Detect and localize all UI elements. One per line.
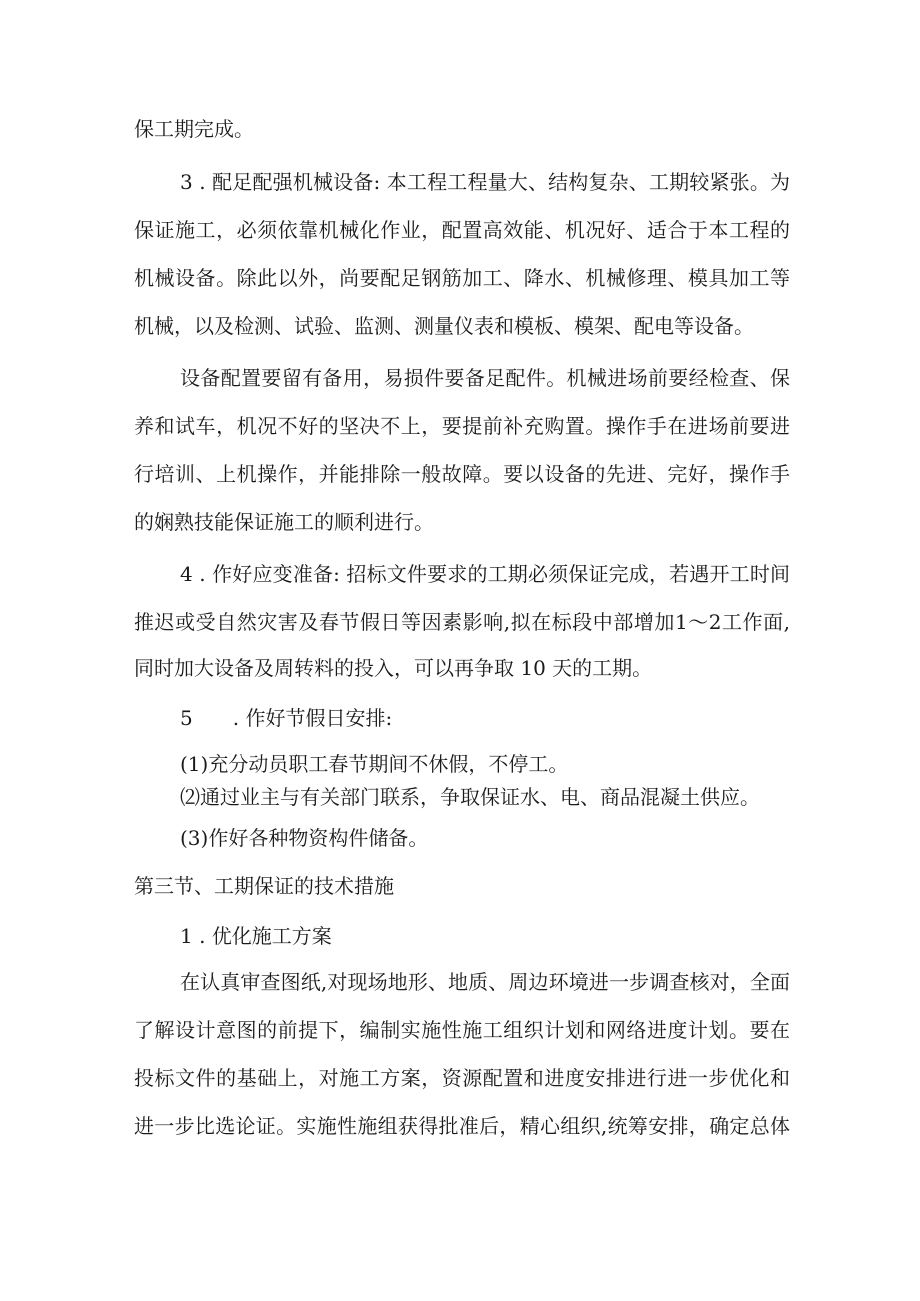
paragraph-line: 同时加大设备及周转料的投入，可以再争取 10 天的工期。 <box>134 656 653 680</box>
paragraph-line: 的娴熟技能保证施工的顺利进行。 <box>134 510 434 534</box>
paragraph-line: 在认真审查图纸,对现场地形、地质、周边环境进一步调查核对，全面 <box>180 970 790 994</box>
paragraph-line: 机械设备。除此以外，尚要配足钢筋加工、降水、机械修理、模具加工等 <box>134 266 790 290</box>
paragraph-line: 养和试车，机况不好的坚决不上，要提前补充购置。操作手在进场前要进 <box>134 414 790 438</box>
section-heading: 第三节、工期保证的技术措施 <box>134 874 394 898</box>
paragraph-line: 设备配置要留有备用，易损件要备足配件。机械进场前要经检查、保 <box>180 366 790 390</box>
paragraph-line: 进一步比选论证。实施性施组获得批准后，精心组织,统筹安排，确定总体 <box>134 1114 790 1138</box>
paragraph-line: 保证施工，必须依靠机械化作业，配置高效能、机况好、适合于本工程的 <box>134 218 790 242</box>
list-heading: 5 . 作好节假日安排: <box>180 706 393 730</box>
list-item: (3)作好各种物资构件储备。 <box>180 826 429 850</box>
paragraph-line: 行培训、上机操作，并能排除一般故障。要以设备的先进、完好，操作手 <box>134 462 790 486</box>
paragraph-line: 3 . 配足配强机械设备: 本工程工程量大、结构复杂、工期较紧张。为 <box>180 170 790 194</box>
paragraph-line: 推迟或受自然灾害及春节假日等因素影响,拟在标段中部增加1～2工作面, <box>134 610 790 634</box>
list-item: (1)充分动员职工春节期间不休假，不停工。 <box>180 752 569 776</box>
paragraph-line: 机械，以及检测、试验、监测、测量仪表和模板、模架、配电等设备。 <box>134 314 754 338</box>
paragraph-line: 保工期完成。 <box>134 117 254 141</box>
list-item: ⑵通过业主与有关部门联系，争取保证水、电、商品混凝土供应。 <box>180 785 760 809</box>
subsection-heading: 1 . 优化施工方案 <box>180 924 332 948</box>
paragraph-line: 了解设计意图的前提下，编制实施性施工组织计划和网络进度计划。要在 <box>134 1018 790 1042</box>
paragraph-line: 投标文件的基础上，对施工方案，资源配置和进度安排进行进一步优化和 <box>134 1066 790 1090</box>
paragraph-line: 4 . 作好应变准备: 招标文件要求的工期必须保证完成，若遇开工时间 <box>180 562 790 586</box>
